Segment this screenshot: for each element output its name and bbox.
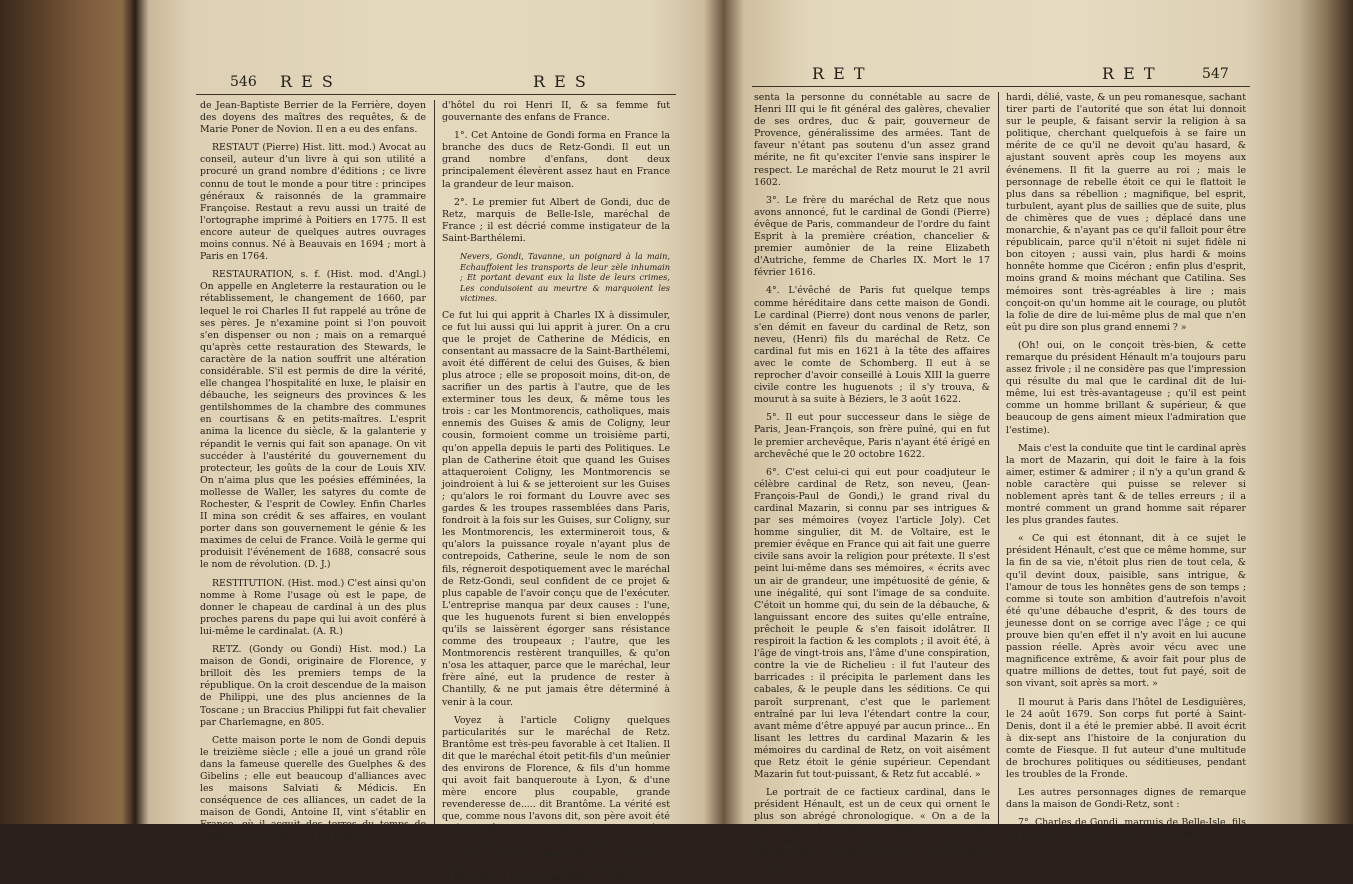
paragraph: Mais c'est la conduite que tint le cardinal après la mort de Mazarin, qui doit le faire à la fois aimer, estimer & admirer ; il n'y a qu'un grand & noble caractère qui puisse se relever si noblement après tant & de telles erreurs ; il a montré comment un grand homme sait réparer les plus grandes fautes. bbox=[1006, 442, 1246, 527]
right-page bbox=[752, 62, 1250, 871]
left-column-2 bbox=[442, 100, 670, 883]
paragraph: 5°. Il eut pour successeur dans le siège de Paris, Jean-François, son frère puîné, qui en fut le premier archevêque, Paris n'ayant été érigé en archevêché que le 20 octobre 1622. bbox=[754, 412, 990, 460]
paragraph: RESTAUT (Pierre) Hist. litt. mod.) Avocat au conseil, auteur d'un livre à qui son utilité a procuré un grand nombre d'éditions ; ce livre connu de tout le monde a pour titre : principes généraux & raisonnés de la grammaire Françoise. Restaut a revu aussi un traité de l'ortographe imprimé à Poitiers en 1775. Il est encore auteur de quelques autres ouvrages moins connus. Né à Beauvais en 1694 ; mort à Paris en 1764. bbox=[200, 142, 426, 263]
paragraph: 7°. Charles de Gondi, marquis de Belle-Isle, fils du maréchal de Retz, né en 1569, nommé, en bbox=[1006, 817, 1246, 841]
paragraph: 6°. C'est celui-ci qui eut pour coadjuteur le célèbre cardinal de Retz, son neveu, (Jean-François-Paul de Gondi,) le grand rival du cardinal Mazarin, si connu par ses intrigues & par ses mémoires (voyez l'article Joly). Cet homme singulier, dit M. de Voltaire, est le premier évêque en France qui ait fait une guerre civile sans avoir la religion pour prétexte. Il s'est peint lui-même dans ses mémoires, « écrits avec un air de grandeur, une impétuosité de génie, & une inégalité, qui sont l'image de sa conduite. C'étoit un homme qui, du sein de la débauche, & languissant encore des suites qu'elle entraîne, prêchoit le peuple & s'en faisoit idolâtrer. Il respiroit la faction & les complots ; il avoit été, à l'âge de vingt-trois ans, l'âme d'une conspiration, contre la vie de Richelieu : il fut l'auteur des barricades : il précipita le parlement dans les cabales, & le peuple dans les séditions. Ce qui paroît surprenant, c'est que le parlement entraîné par lui leva l'étendart contre la cour, avant même d'être appuyé par aucun prince... En lisant les lettres du cardinal Mazarin & les mémoires du cardinal de Retz, on voit aisément que Retz étoit le génie supérieur. Cependant Mazarin fut tout-puissant, & Retz fut accablé. » bbox=[754, 466, 990, 781]
paragraph: RETZ. (Gondy ou Gondi) Hist. mod.) La maison de Gondi, originaire de Florence, y brilloit dès les premiers temps de la république. On la croit descendue de la maison de Philippi, une des plus anciennes de la Toscane ; un Braccius Philippi fut fait chevalier par Charlemagne, en 805. bbox=[200, 644, 426, 728]
paragraph: hardi, délié, vaste, & un peu romanesque, sachant tirer parti de l'autorité que son état lui donnoit sur le peuple, & faisant servir la religion à sa politique, cherchant quelquefois à se faire un mérite de ce qu'il ne devoit qu'au hasard, & ajustant souvent après coup les moyens aux événemens. Il fit la guerre au roi ; mais le personnage de rebelle étoit ce qui le flattoit le plus dans sa rébellion ; magnifique, bel esprit, turbulent, ayant plus de saillies que de suite, plus de chimères que de vues ; déplacé dans une monarchie, & n'ayant pas ce qu'il falloit pour être républicain, parce qu'il n'étoit ni sujet fidèle ni bon citoyen ; aussi vain, plus hardi & moins honnête homme que Cicéron ; enfin plus d'esprit, moins grand & moins méchant que Catilina. Ses mémoires sont très-agréables à lire ; mais conçoit-on qu'un homme ait le courage, ou plutôt la folie de dire de lui-même plus de mal que n'en eût pu dire son plus grand ennemi ? » bbox=[1006, 92, 1246, 333]
paragraph: senta la personne du connétable au sacre de Henri III qui le fit général des galères, chevalier de ses ordres, duc & pair, gouverneur de Provence, généralissime des armées. Tant de faveur n'étant pas soutenu d'un assez grand mérite, ne fit qu'exciter l'envie sans inspirer le respect. Le maréchal de Retz mourut le 21 avril 1602. bbox=[754, 92, 990, 188]
paragraph: 2°. Le premier fut Albert de Gondi, duc de Retz, marquis de Belle-Isle, maréchal de France ; il est décrié comme instigateur de la Saint-Barthélemi. bbox=[442, 196, 670, 244]
right-running-head bbox=[752, 62, 1250, 88]
paragraph: 3°. Le frère du maréchal de Retz que nous avons annoncé, fut le cardinal de Gondi (Pierre) évêque de Paris, commandeur de l'ordre du faint Esprit à la première création, chancelier & premier aumônier de la reine Elizabeth d'Autriche, femme de Charles IX. Mort le 17 février 1616. bbox=[754, 194, 990, 279]
left-head-word-1: R E S bbox=[280, 72, 335, 91]
paragraph: Ce fut lui qui apprit à Charles IX à dissimuler, ce fut lui aussi qui lui apprit à jurer. On a cru que le projet de Catherine de Médicis, en consentant au massacre de la Saint-Barthélemi, avoit été différent de celui des Guises, & bien plus atroce ; elle se proposoit moins, dit-on, de sacrifier un des partis à l'autre, que de les exterminer tous les deux, & même tous les trois : car les Montmorencis, catholiques, mais ennemis des Guises & amis de Coligny, leur cousin, formoient comme un troisième parti, qu'on appella depuis le parti des Politiques. Le plan de Catherine étoit que quand les Guises attaqueroient Coligny, les Montmorencis se joindroient à lui & se jetteroient sur les Guises ; qu'alors le roi formant du Louvre avec ses gardes & les troupes rassemblées dans Paris, fondroit à la fois sur les Guises, sur Coligny, sur les Montmorencis, les extermineroit tous, & qu'alors la puissance royale n'ayant plus de contrepoids, Catherine, seule le nom de son fils, régneroit despotiquement avec le maréchal de Retz-Gondi, seul confident de ce projet & plus capable de l'avoir conçu que de l'exécuter. L'entreprise manqua par deux causes : l'une, que les huguenots furent si bien enveloppés qu'ils se laissèrent égorger sans résistance comme des troupeaux ; l'autre, que les Montmorencis restèrent tranquilles, & qu'on n'osa les attaquer, parce que le maréchal, leur frère aîné, eut la prudence de rester à Chantilly, & ne put jamais être déterminé à venir à la cour. bbox=[442, 309, 670, 708]
paragraph: de Jean-Baptiste Berrier de la Ferrière, doyen des doyens des maîtres des requêtes, & de Marie Poner de Novion. Il en a eu des enfans. bbox=[200, 100, 426, 136]
left-column-1 bbox=[200, 100, 426, 843]
paragraph: Cette maison porte le nom de Gondi depuis le treizième siècle ; elle a joué un grand rôle dans la fameuse querelle des Guelphes & des Gibelins ; elle eut beaucoup d'alliances avec les maisons Salviati & Médicis. En conséquence de ces alliances, un cadet de la maison de Gondi, Antoine II, vint s'établir en France, où il acquit des terres du temps de Catherine de Médicis. Il fut maître- bbox=[200, 734, 426, 843]
left-head-word-2: R E S bbox=[533, 72, 588, 91]
paragraph: 1°. Cet Antoine de Gondi forma en France la branche des ducs de Retz-Gondi. Il eut un grand nombre d'enfans, dont deux principalement élevèrent assez haut en France la grandeur de leur maison. bbox=[442, 130, 670, 190]
left-running-head bbox=[196, 70, 676, 96]
paragraph: « Ce qui est étonnant, dit à ce sujet le président Hénault, c'est que ce même homme, sur la fin de sa vie, n'étoit plus rien de tout cela, & qu'il devint doux, paisible, sans intrigue, & l'amour de tous les honnêtes gens de son temps ; comme si toute son ambition d'autrefois n'avoit été qu'une débauche d'esprit, & des tours de jeunesse dont on se corrige avec l'âge ; ce qui prouve bien qu'en effet il n'y avoit en lui aucune passion réelle. Après avoir vécu avec une magnificence extrême, & avoir fait pour plus de quatre millions de dettes, tout fut payé, soit de son vivant, soit après sa mort. » bbox=[1006, 533, 1246, 690]
paragraph: Il mourut à Paris dans l'hôtel de Lesdiguières, le 24 août 1679. Son corps fut porté à Saint-Denis, dont il a été le premier abbé. Il avoit écrit à dix-sept ans l'histoire de la conjuration du comte de Fiesque. Il fut auteur d'une multitude de brochures politiques ou séditieuses, pendant les troubles de la Fronde. bbox=[1006, 696, 1246, 781]
paragraph: Le portrait de ce factieux cardinal, dans le président Hénault, est un de ceux qui ornent le plus son abrégé chronologique. « On a de la peine, dit-il, à comprendre comment un homme qui passa sa vie à cabaler, n'eut jamais de véritable objet. Il aimoit l'intrigue pour intriguer ; esprit bbox=[754, 787, 990, 871]
right-column-2 bbox=[1006, 92, 1246, 853]
paragraph: Les autres personnages dignes de remarque dans la maison de Gondi-Retz, sont : bbox=[1006, 787, 1246, 811]
verse-quote: Nevers, Gondi, Tavanne, un poignard à la main, Echauffoient les transports de leur zèle inhumain ; Et portant devant eux la liste de leurs crimes, Les conduisoient au meurtre & marquoient les victimes. bbox=[460, 251, 670, 304]
paragraph: Voyez à l'article Coligny quelques particularités sur le maréchal de Retz. Brantôme est très-peu favorable à cet Italien. Il dit que le maréchal étoit petit-fils d'un meûnier des environs de Florence, & fils d'un homme qui avoit fait banqueroute à Lyon, & d'une mère encore plus coupable, grande revenderesse de..... dit Brantôme. La vérité est que, comme nous l'avons dit, son père avoit été maître-d'hôtel de Henri II ; sa mère, gouvernante des enfans de France ; son ayeul, un des premiers magistrats de Florence. Charles IX le fit seul premier gentilhomme de la chambre & grand chambellan. Il répro- bbox=[442, 714, 670, 883]
signature-mark: Zzzz bbox=[1224, 841, 1246, 853]
right-column-1 bbox=[754, 92, 990, 871]
paragraph: d'hôtel du roi Henri II, & sa femme fut gouvernante des enfans de France. bbox=[442, 100, 670, 124]
paragraph: RESTAURATION, s. f. (Hist. mod. d'Angl.) On appelle en Angleterre la restauration ou le rétablissement, le changement de 1660, par lequel le roi Charles II fut rappelé au trône de ses pères. Je n'examine point si l'on pouvoit s'en dispenser ou non ; mais on a remarqué qu'après cette restauration des Stewards, le caractère de la nation souffrit une altération considérable. S'il est permis de dire la vérité, elle changea l'hospitalité en luxe, le plaisir en débauche, les seigneurs des provinces & les gentilshommes de la chambre des communes en courtisans & en petits-maîtres. L'esprit anima la licence du siècle, & la galanterie y répandit le vernis qui fait son apanage. On vit succéder à l'austérité du gouvernement du protecteur, les goûts de la cour de Louis XIV. On n'aima plus que les poésies efféminées, la mollesse de Waller, les satyres du comte de Rochester, & l'esprit de Cowley. Enfin Charles II mina son crédit & ses affaires, en voulant porter dans son gouvernement le génie & les maximes de celui de France. Voilà le germe qui produisit l'événement de 1688, consacré sous le nom de révolution. (D. J.) bbox=[200, 269, 426, 571]
right-head-word-2: R E T bbox=[1102, 64, 1157, 83]
page-number-left: 546 bbox=[230, 74, 257, 90]
right-head-word-1: R E T bbox=[812, 64, 867, 83]
left-page bbox=[196, 70, 676, 883]
page-number-right: 547 bbox=[1202, 66, 1229, 82]
paragraph: (Oh! oui, on le conçoit très-bien, & cette remarque du président Hénault m'a toujours paru assez frivole ; il ne considère pas que l'impression qui résulte du mal que le cardinal dit de lui-même, lui est très-avantageuse ; qu'il est peint comme un homme brillant & supérieur, & que beaucoup de gens aiment mieux l'admiration que l'estime). bbox=[1006, 339, 1246, 436]
paragraph: 4°. L'évêché de Paris fut quelque temps comme héréditaire dans cette maison de Gondi. Le cardinal (Pierre) dont nous venons de parler, s'en démit en faveur du cardinal de Retz, son neveu, (Henri) fils du maréchal de Retz. Ce cardinal fut mis en 1621 à la tête des affaires avec le comte de Schomberg. Il eut à se reprocher d'avoir conseillé à Louis XIII la guerre civile contre les huguenots ; il s'y trouva, & mourut à sa suite à Béziers, le 3 août 1622. bbox=[754, 285, 990, 406]
paragraph: RESTITUTION. (Hist. mod.) C'est ainsi qu'on nomme à Rome l'usage où est le pape, de donner le chapeau de cardinal à un des plus proches parens du pape qui lui avoit conféré à lui-même le cardinalat. (A. R.) bbox=[200, 577, 426, 637]
